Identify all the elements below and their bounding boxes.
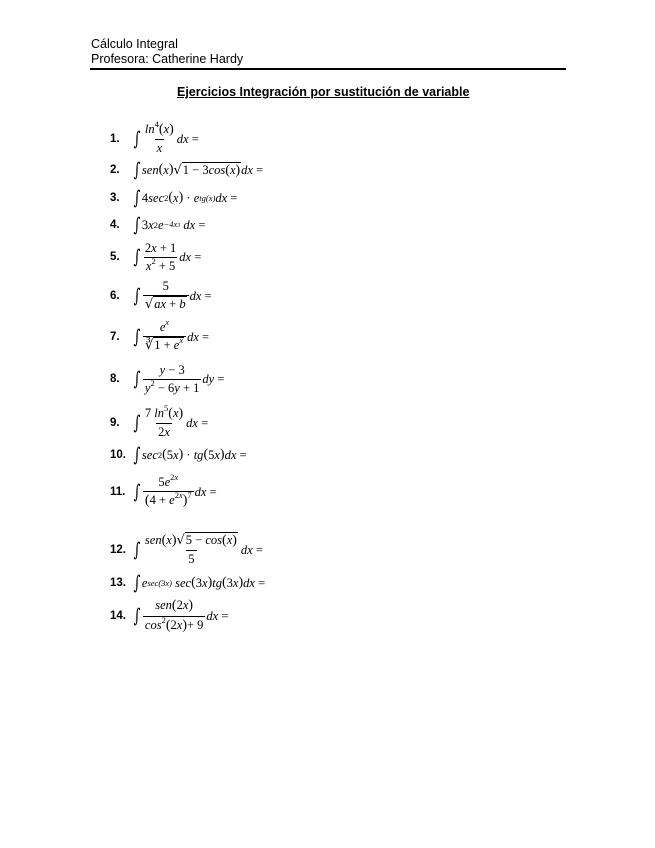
exercise-formula: ∫ sec 2 ( 5 x ) · tg ( 5 x ) dx =: [133, 443, 247, 466]
exercise-3: [110, 183, 237, 213]
exercise-number: 7.: [110, 331, 120, 343]
exercise-formula: ∫ $\frac{7 \ln^5(x)}{2x}$ dx =: [133, 402, 209, 440]
exercise-1: [110, 118, 199, 156]
exercise-formula: ∫ $\frac{\text{sen(x)√5 − cos(x)}}{5}$ dx =: [133, 532, 263, 567]
exercise-5: [110, 242, 201, 272]
exercise-2: [110, 155, 263, 185]
exercise-formula: ∫ $\frac{y - 3}{y^2 - 6y + 1}$ dy =: [133, 362, 225, 395]
exercise-number: 9.: [110, 417, 120, 429]
exercise-formula: ∫ $\frac{2x + 1}{x^2 + 5}$ dx =: [133, 240, 202, 273]
exercise-number: 13.: [110, 577, 126, 589]
exercise-number: 2.: [110, 164, 120, 176]
exercise-number: 4.: [110, 219, 120, 231]
exercise-8: [110, 364, 224, 394]
exercise-14: [110, 597, 229, 633]
header-rule: [90, 68, 566, 70]
exercise-formula: ∫ $\frac{5}{√ax + b}$ dx =: [133, 279, 212, 313]
teacher-name: Profesora: Catherine Hardy: [91, 52, 244, 66]
exercise-number: 14.: [110, 610, 126, 622]
exercise-9: [110, 402, 209, 440]
exercise-11: [110, 471, 217, 508]
page-title: Ejercicios Integración por sustitución de variable: [177, 85, 470, 99]
exercise-number: 5.: [110, 251, 120, 263]
exercise-number: 11.: [110, 486, 126, 498]
exercise-number: 12.: [110, 544, 126, 556]
exercise-13: [110, 568, 265, 598]
exercise-6: [110, 281, 212, 311]
exercise-formula: ∫ $\frac{e^x}{∛1 + e^x}$ dx =: [133, 317, 210, 354]
document-header: [91, 37, 243, 67]
exercise-number: 10.: [110, 449, 126, 461]
exercise-formula: ∫ $\frac{5e^{2x}}{(4 + e^{2x})^7}$ dx =: [133, 471, 217, 508]
exercise-formula: ∫ $\frac{\ln^4(x)}{x}$ dx =: [133, 118, 199, 156]
exercise-formula: ∫ 3 x 2 e −4x3 dx =: [133, 213, 206, 236]
exercise-7: [110, 317, 210, 354]
exercise-number: 1.: [110, 133, 120, 145]
exercise-number: 6.: [110, 290, 120, 302]
exercise-formula: ∫ sen ( x ) √ 1 − 3cos(x) dx =: [133, 158, 264, 181]
exercise-number: 8.: [110, 373, 120, 385]
course-name: Cálculo Integral: [91, 37, 178, 51]
exercise-10: [110, 440, 247, 470]
exercise-formula: ∫ 4 sec 2 ( x ) · e tg(x) dx =: [133, 186, 238, 209]
exercise-formula: ∫ $\frac{\text{sen(2x)}}{\cos^2(2x)+ 9}$ dx =: [133, 597, 229, 633]
exercise-12: [110, 532, 263, 567]
exercise-formula: ∫ e sec(3x) sec ( 3 x ) tg ( 3 x ) dx =: [133, 571, 266, 594]
exercise-4: [110, 210, 205, 240]
exercise-number: 3.: [110, 192, 120, 204]
